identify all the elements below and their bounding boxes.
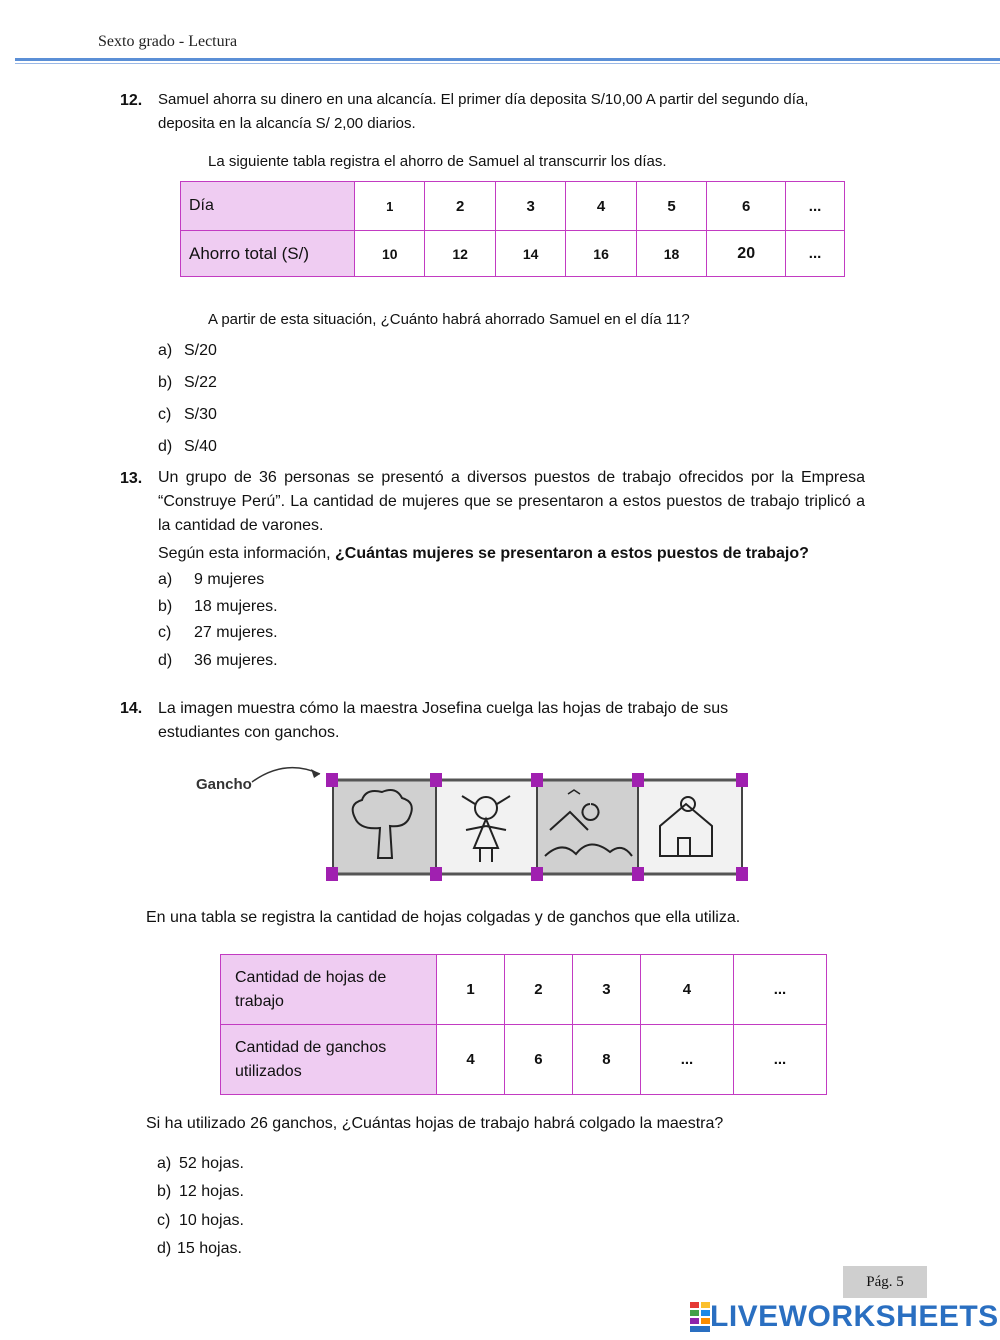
q12-cell: 1 [355,182,425,231]
q12-line2: deposita en la alcancía S/ 2,00 diarios. [158,115,416,132]
hook-icon [632,773,644,787]
option-label: b) [158,374,173,391]
q14-table-row-sheets [221,955,827,1025]
figure-label-gancho: Gancho [196,776,252,793]
option-text: 52 hojas. [179,1155,244,1172]
q14-cell-ellipsis: ... [733,955,826,1025]
q13-option-c[interactable] [158,624,278,642]
q14-number: 14. [120,700,143,717]
option-text: 9 mujeres [194,571,265,588]
option-label: a) [158,571,173,588]
option-label: b) [158,598,173,615]
sheet-tree-icon [333,780,436,874]
q12-cell: 20 [707,231,786,277]
option-label: a) [157,1155,172,1172]
q12-cell: 5 [636,182,706,231]
option-text: 12 hojas. [179,1183,244,1200]
q12-cell-ellipsis: ... [786,231,845,277]
q12-row-label-savings: Ahorro total (S/) [181,231,355,277]
q12-cell: 2 [425,182,495,231]
q14-cell: 6 [504,1025,572,1095]
q14-option-c[interactable] [157,1212,244,1230]
q14-cell: 4 [437,1025,505,1095]
q12-cell: 4 [566,182,636,231]
q13-text: Un grupo de 36 personas se presentó a diversos puestos de trabajo ofrecidos por la Empresa “Construye Perú”. La cantidad de mujeres que se presentaron a estos puestos de trabajo triplicó a la cantidad de varones. [158,469,865,534]
liveworksheets-logo[interactable] [690,1301,999,1333]
q14-cell: 3 [572,955,640,1025]
q14-text: La imagen muestra cómo la maestra Josefina cuelga las hojas de trabajo de sus estudiantes con ganchos. [158,700,729,741]
q14-table [220,954,827,1095]
q13-option-a[interactable] [158,571,264,589]
hook-icon [736,773,748,787]
q12-option-d[interactable] [158,438,217,456]
q13-question-bold: ¿Cuántas mujeres se presentaron a estos puestos de trabajo? [335,545,809,562]
q12-number: 12. [120,92,143,109]
hook-icon [531,773,543,787]
q13-option-b[interactable] [158,598,278,616]
q12-cell: 14 [495,231,565,277]
page-number: Pág. 5 [843,1266,927,1298]
q14-row-label-hooks: Cantidad de ganchos utilizados [221,1025,437,1095]
q12-cell: 16 [566,231,636,277]
option-label: c) [158,624,172,641]
arrow-icon [252,768,320,782]
q14-intro: En una tabla se registra la cantidad de hojas colgadas y de ganchos que ella utiliza. [146,909,741,926]
option-text: 36 mujeres. [194,652,278,669]
option-label: c) [158,406,172,423]
hook-icon [326,773,338,787]
q13-number: 13. [120,470,143,487]
q12-cell-ellipsis: ... [786,182,845,231]
q12-question: A partir de esta situación, ¿Cuánto habrá ahorrado Samuel en el día 11? [208,311,690,328]
q12-cell: 12 [425,231,495,277]
q12-option-b[interactable] [158,374,217,392]
hook-icon [632,867,644,881]
q14-option-b[interactable] [157,1183,244,1201]
q12-option-c[interactable] [158,406,217,424]
option-label: d) [158,438,173,455]
option-text: 27 mujeres. [194,624,278,641]
q12-cell: 18 [636,231,706,277]
q14-cell: 2 [504,955,572,1025]
q12-cell: 3 [495,182,565,231]
option-text: S/20 [184,342,217,359]
hook-icon [430,773,442,787]
option-text: 10 hojas. [179,1212,244,1229]
q12-row-label-day: Día [181,182,355,231]
q14-row-label-sheets: Cantidad de hojas de trabajo [221,955,437,1025]
q13-option-d[interactable] [158,652,278,670]
q14-option-a[interactable] [157,1155,244,1173]
live-badge-icon [690,1302,710,1332]
hook-icon [326,867,338,881]
option-text: S/22 [184,374,217,391]
q12-cell: 6 [707,182,786,231]
hook-icon [430,867,442,881]
q14-cell: 1 [437,955,505,1025]
q12-intro: La siguiente tabla registra el ahorro de Samuel al transcurrir los días. [208,153,667,170]
hook-icon [531,867,543,881]
q14-cell: 8 [572,1025,640,1095]
q14-cell-ellipsis: ... [733,1025,826,1095]
option-label: d) [157,1240,172,1257]
sheet-house-icon [638,780,742,874]
q12-line1: Samuel ahorra su dinero en una alcancía. El primer día deposita S/10,00 A partir del segundo día, [158,91,809,108]
hook-icon [736,867,748,881]
q12-table [180,181,845,277]
option-text: 15 hojas. [177,1240,242,1257]
q13-question [158,542,868,566]
option-text: S/30 [184,406,217,423]
q12-cell: 10 [355,231,425,277]
option-label: d) [158,652,173,669]
option-label: a) [158,342,173,359]
q14-cell: 4 [640,955,733,1025]
q12-table-row-savings [181,231,845,277]
q14-question: Si ha utilizado 26 ganchos, ¿Cuántas hojas de trabajo habrá colgado la maestra? [146,1115,724,1132]
liveworksheets-wordmark: LIVEWORKSHEETS [710,1300,999,1333]
q13-question-prefix: Según esta información, [158,545,331,562]
q14-cell-ellipsis: ... [640,1025,733,1095]
header-rule [15,58,1000,61]
q14-table-row-hooks [221,1025,827,1095]
option-label: b) [157,1183,172,1200]
arrow-head-icon [311,769,320,778]
option-text: S/40 [184,438,217,455]
q14-option-d[interactable] [157,1240,242,1258]
q12-option-a[interactable] [158,342,217,360]
option-text: 18 mujeres. [194,598,278,615]
hanging-sheets-figure [190,760,760,890]
header-rule-thin [15,63,1000,64]
q12-table-row-day [181,182,845,231]
page-header-title: Sexto grado - Lectura [98,33,238,50]
option-label: c) [157,1212,171,1229]
